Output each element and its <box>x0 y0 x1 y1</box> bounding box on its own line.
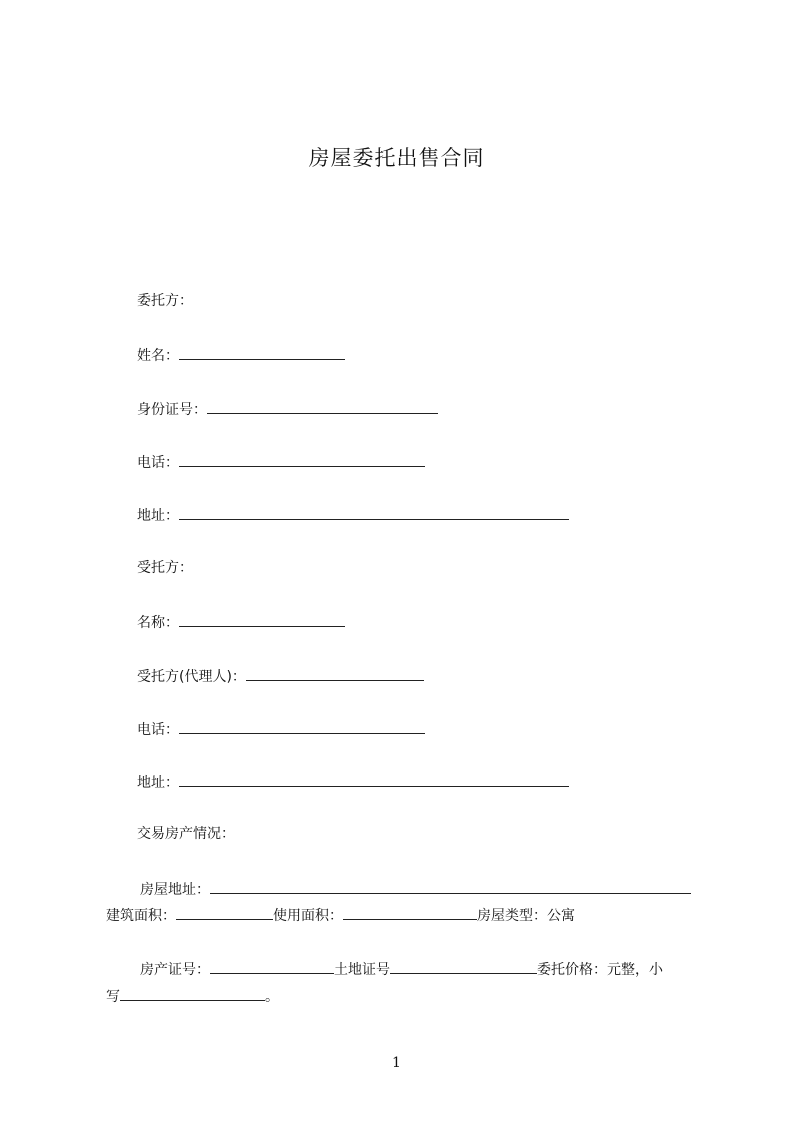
client-address-label: 地址： <box>137 508 179 524</box>
client-address-row <box>137 503 569 525</box>
property-cert-field[interactable] <box>210 957 334 974</box>
use-area-label: 使用面积： <box>273 908 343 924</box>
agent-heading: 受托方： <box>137 560 193 576</box>
property-cert-row <box>140 957 663 979</box>
client-phone-row <box>137 450 425 472</box>
agent-name-field[interactable] <box>179 610 345 627</box>
client-name-row <box>137 343 345 365</box>
client-address-field[interactable] <box>179 503 569 520</box>
land-cert-label: 土地证号 <box>334 962 390 978</box>
price-cont-label: 写 <box>106 989 120 1005</box>
agent-phone-row <box>137 717 425 739</box>
document-title: 房屋委托出售合同 <box>308 146 485 170</box>
agent-representative-field[interactable] <box>246 664 424 681</box>
price-label: 委托价格：元整，小 <box>537 962 663 978</box>
agent-representative-label: 受托方(代理人)： <box>137 669 246 685</box>
property-area-row <box>106 903 575 925</box>
property-address-field[interactable] <box>210 877 691 894</box>
use-area-field[interactable] <box>343 903 477 920</box>
property-address-row <box>140 877 691 899</box>
build-area-field[interactable] <box>176 903 273 920</box>
price-cont-row <box>106 984 279 1006</box>
client-heading: 委托方： <box>137 293 193 309</box>
property-cert-label: 房产证号： <box>140 962 210 978</box>
house-type-label: 房屋类型： <box>477 908 547 924</box>
agent-address-label: 地址： <box>137 775 179 791</box>
client-id-label: 身份证号： <box>137 402 207 418</box>
price-period: 。 <box>265 989 279 1005</box>
property-heading: 交易房产情况： <box>137 826 235 842</box>
agent-name-row <box>137 610 345 632</box>
house-type-value: 公寓 <box>547 908 575 924</box>
agent-representative-row <box>137 664 424 686</box>
property-address-label: 房屋地址： <box>140 882 210 898</box>
client-name-label: 姓名： <box>137 348 179 364</box>
client-id-row <box>137 397 438 419</box>
client-id-field[interactable] <box>207 397 438 414</box>
build-area-label: 建筑面积： <box>106 908 176 924</box>
agent-address-field[interactable] <box>179 770 569 787</box>
agent-phone-field[interactable] <box>179 717 425 734</box>
page-number: 1 <box>392 1055 401 1071</box>
agent-address-row <box>137 770 569 792</box>
client-phone-field[interactable] <box>179 450 425 467</box>
agent-name-label: 名称： <box>137 615 179 631</box>
client-name-field[interactable] <box>179 343 345 360</box>
price-amount-field[interactable] <box>120 984 265 1001</box>
land-cert-field[interactable] <box>390 957 537 974</box>
agent-phone-label: 电话： <box>137 722 179 738</box>
client-phone-label: 电话： <box>137 455 179 471</box>
